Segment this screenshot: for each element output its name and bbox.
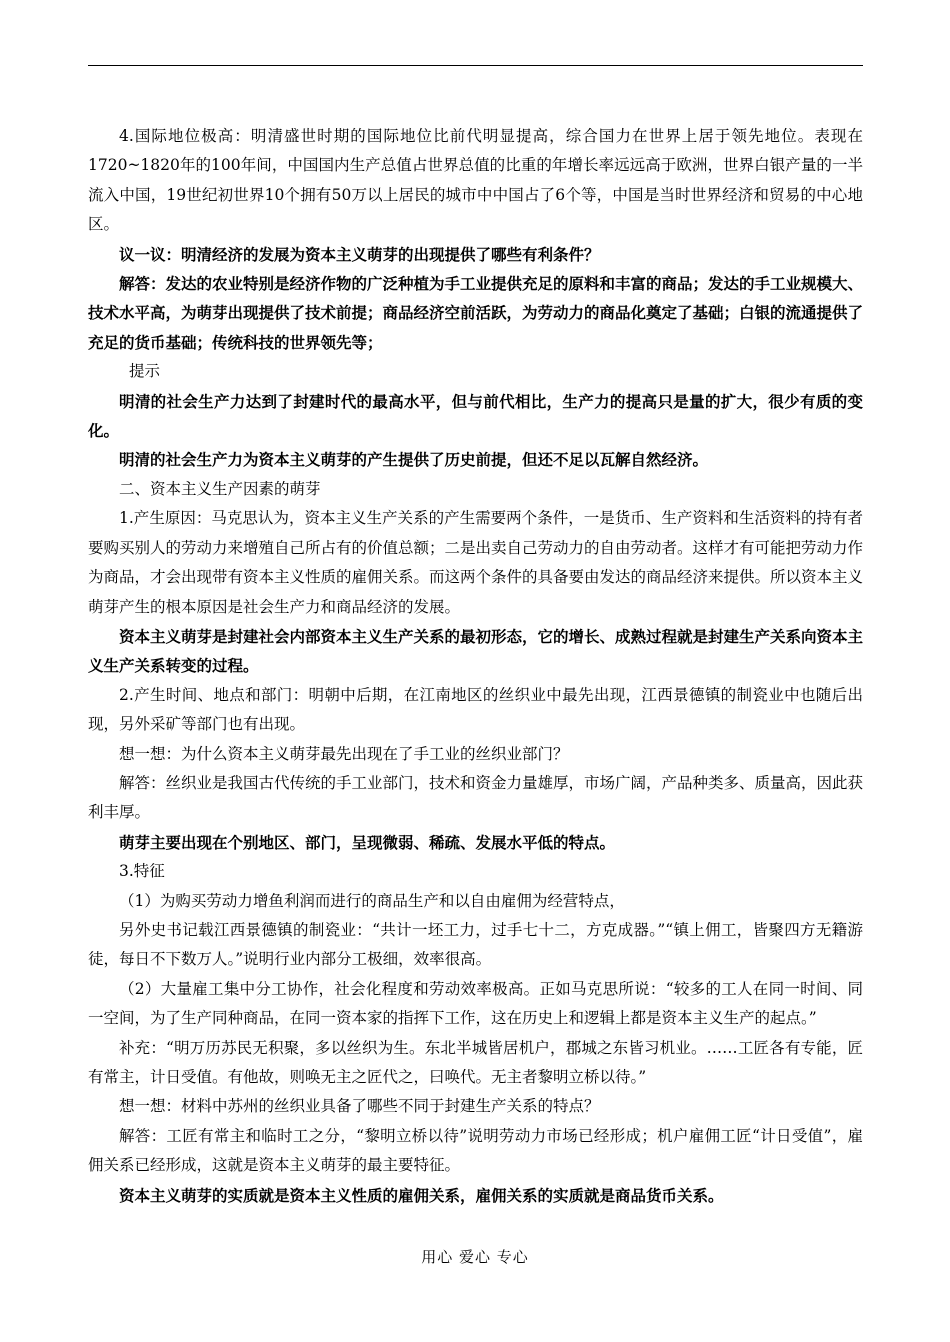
header-rule xyxy=(88,65,863,66)
paragraph-essence: 资本主义萌芽的实质就是资本主义性质的雇佣关系，雇佣关系的实质就是商品货币关系。 xyxy=(119,1185,724,1205)
paragraph-time-place: 2.产生时间、地点和部门：明朝中后期，在江南地区的丝织业中最先出现，江西景德镇的制瓷业中也随后出现，另外采矿等部门也有出现。 xyxy=(88,685,863,734)
hint-point-1: 明清的社会生产力达到了封建时代的最高水平，但与前代相比，生产力的提高只是量的扩大，很少有质的变化。 xyxy=(88,391,863,441)
document-body xyxy=(88,122,863,1210)
feature-1: （1）为购买劳动力增鱼利润而进行的商品生产和以自由雇佣为经营特点， xyxy=(119,891,625,910)
think-answer-1: 解答：丝织业是我国古代传统的手工业部门，技术和资金力量雄厚，市场广阔，产品种类多、质量高，因此获利丰厚。 xyxy=(88,773,864,822)
feature-2: （2）大量雇工集中分工协作，社会化程度和劳动效率极高。正如马克思所说：“较多的工人在同一时间、同一空间，为了生产同种商品，在同一资本家的指挥下工作，这在历史上和逻辑上都是资本主义生产的起点。” xyxy=(88,979,863,1028)
paragraph-international-status: 4.国际地位极高：明清盛世时期的国际地位比前代明显提高，综合国力在世界上居于领先地位。表现在1720~1820年的100年间，中国国内生产总值占世界总值的比重的年增长率远远高于欧洲，世界白银产量的一半流入中国，19世纪初世界10个拥有50万以上居民的城市中中国占了6个等，中国是当时世界经济和贸易的中心地区。 xyxy=(88,127,863,234)
hint-label: 提示 xyxy=(129,362,161,381)
paragraph-jingdezhen: 另外史书记载江西景德镇的制瓷业：“共计一坯工力，过手七十二，方克成器。”“镇上佣工，皆聚四方无籍游徒，每日不下数万人。”说明行业内部分工极细，效率很高。 xyxy=(88,920,863,969)
section-heading: 二、资本主义生产因素的萌芽 xyxy=(119,479,321,498)
think-question-1: 想一想：为什么资本主义萌芽最先出现在了手工业的丝织业部门？ xyxy=(119,744,569,763)
paragraph-features-summary: 萌芽主要出现在个别地区、部门，呈现微弱、稀疏、发展水平低的特点。 xyxy=(119,832,616,852)
think-answer-2: 解答：工匠有常主和临时工之分，“黎明立桥以待”说明劳动力市场已经形成；机户雇佣工匠“计日受值”，雇佣关系已经形成，这就是资本主义萌芽的最主要特征。 xyxy=(88,1126,863,1175)
features-heading: 3.特征 xyxy=(119,862,165,881)
paragraph-causes: 1.产生原因：马克思认为，资本主义生产关系的产生需要两个条件，一是货币、生产资料和生活资料的持有者要购买别人的劳动力来增殖自己所占有的价值总额；二是出卖自己劳动力的自由劳动者。这样才有可能把劳动力作为商品，才会出现带有资本主义性质的雇佣关系。而这两个条件的具备要由发达的商品经济来提供。所以资本主义萌芽产生的根本原因是社会生产力和商品经济的发展。 xyxy=(88,509,864,616)
discussion-question: 议一议：明清经济的发展为资本主义萌芽的出现提供了哪些有利条件？ xyxy=(119,244,600,264)
discussion-answer: 解答：发达的农业特别是经济作物的广泛种植为手工业提供充足的原料和丰富的商品；发达的手工业规模大、技术水平高，为萌芽出现提供了技术前提；商品经济空前活跃，为劳动力的商品化奠定了基础；白银的流通提供了充足的货币基础；传统科技的世界领先等； xyxy=(88,274,864,352)
paragraph-definition: 资本主义萌芽是封建社会内部资本主义生产关系的最初形态，它的增长、成熟过程就是封建生产关系向资本主义生产关系转变的过程。 xyxy=(88,626,864,676)
hint-point-2: 明清的社会生产力为资本主义萌芽的产生提供了历史前提，但还不足以瓦解自然经济。 xyxy=(119,450,709,470)
page-footer: 用心 爱心 专心 xyxy=(421,1248,529,1266)
think-question-2: 想一想：材料中苏州的丝织业具备了哪些不同于封建生产关系的特点？ xyxy=(119,1097,600,1116)
supplement-quote: 补充：“明万历苏民无积聚，多以丝织为生。东北半城皆居机户，郡城之东皆习机业。……工匠各有专能，匠有常主，计日受值。有他故，则唤无主之匠代之，曰唤代。无主者黎明立桥以待。” xyxy=(88,1038,863,1086)
